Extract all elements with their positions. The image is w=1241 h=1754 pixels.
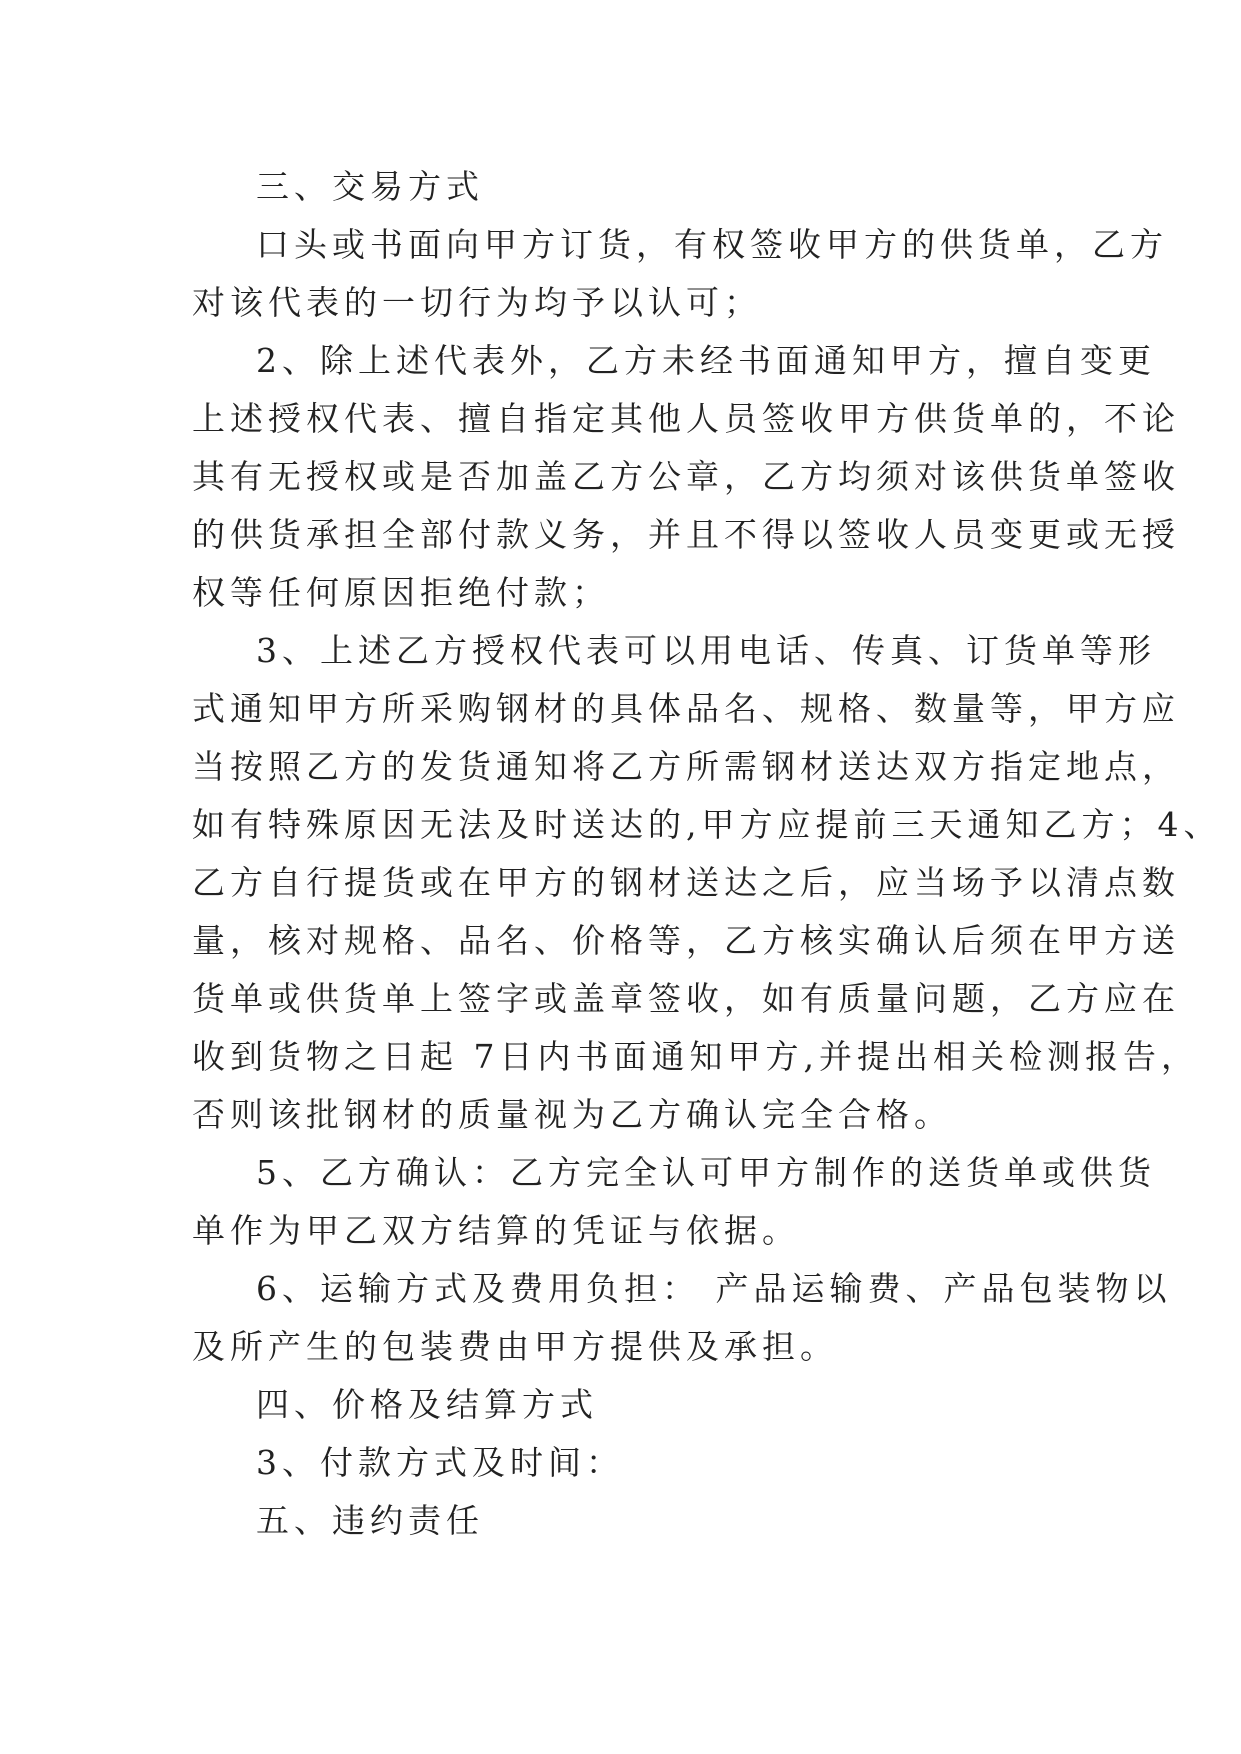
section-heading-trade-method: 三、交易方式 — [256, 167, 484, 206]
paragraph-line: 口头或书面向甲方订货，有权签收甲方的供货单，乙方 — [256, 225, 1168, 264]
paragraph-line: 量，核对规格、品名、价格等，乙方核实确认后须在甲方送 — [192, 921, 1180, 960]
paragraph-line: 上述授权代表、擅自指定其他人员签收甲方供货单的，不论 — [192, 399, 1180, 438]
paragraph-line: 乙方自行提货或在甲方的钢材送达之后，应当场予以清点数 — [192, 863, 1180, 902]
paragraph-line: 当按照乙方的发货通知将乙方所需钢材送达双方指定地点， — [192, 747, 1180, 786]
section-heading-breach-liability: 五、违约责任 — [256, 1501, 484, 1540]
paragraph-line: 式通知甲方所采购钢材的具体品名、规格、数量等，甲方应 — [192, 689, 1180, 728]
clause-3-line: 3、上述乙方授权代表可以用电话、传真、订货单等形 — [256, 631, 1156, 670]
paragraph-line: 如有特殊原因无法及时送达的,甲方应提前三天通知乙方；4、 — [192, 805, 1222, 844]
clause-6-line: 6、运输方式及费用负担： 产品运输费、产品包装物以 — [256, 1269, 1172, 1308]
paragraph-line: 其有无授权或是否加盖乙方公章，乙方均须对该供货单签收 — [192, 457, 1180, 496]
paragraph-line: 权等任何原因拒绝付款； — [192, 573, 610, 612]
paragraph-line: 对该代表的一切行为均予以认可； — [192, 283, 762, 322]
paragraph-line: 及所产生的包装费由甲方提供及承担。 — [192, 1327, 838, 1366]
contract-text — [192, 158, 1222, 1550]
clause-5-line: 5、乙方确认：乙方完全认可甲方制作的送货单或供货 — [256, 1153, 1156, 1192]
clause-payment-method: 3、付款方式及时间： — [256, 1443, 624, 1482]
paragraph-line: 否则该批钢材的质量视为乙方确认完全合格。 — [192, 1095, 952, 1134]
paragraph-line: 的供货承担全部付款义务，并且不得以签收人员变更或无授 — [192, 515, 1180, 554]
paragraph-line: 货单或供货单上签字或盖章签收，如有质量问题，乙方应在 — [192, 979, 1180, 1018]
section-heading-price-settlement: 四、价格及结算方式 — [256, 1385, 598, 1424]
clause-2-line: 2、除上述代表外，乙方未经书面通知甲方，擅自变更 — [256, 341, 1156, 380]
paragraph-line: 单作为甲乙双方结算的凭证与依据。 — [192, 1211, 800, 1250]
paragraph-line: 收到货物之日起 7日内书面通知甲方,并提出相关检测报告， — [192, 1037, 1199, 1076]
